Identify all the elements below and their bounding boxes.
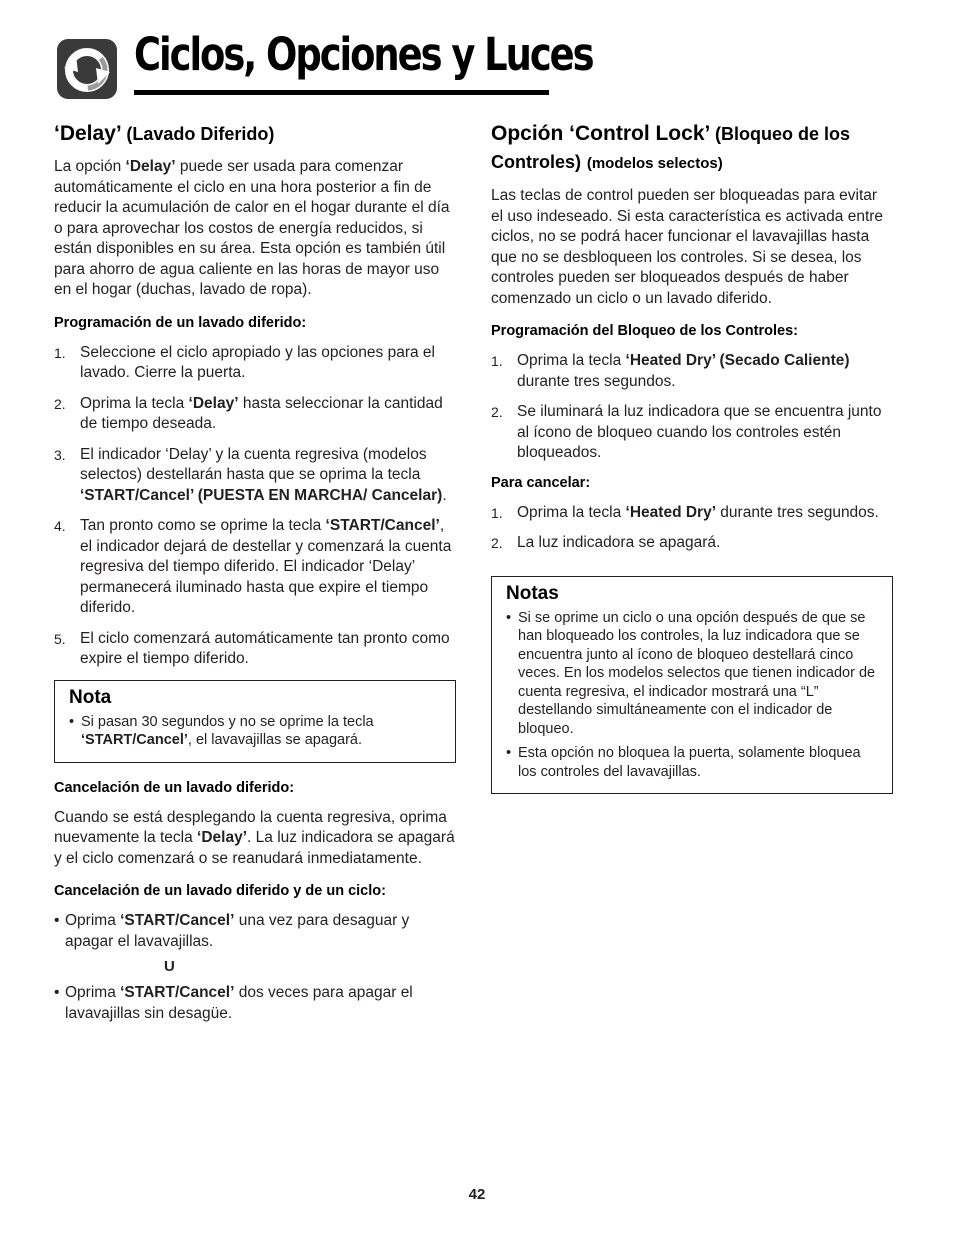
page-title: Ciclos, Opciones y Luces <box>134 28 593 81</box>
list-item: 2. Oprima la tecla ‘Delay’ hasta seleccionar la cantidad de tiempo deseada. <box>54 394 443 432</box>
or-separator: U <box>164 958 175 975</box>
cancel-delay-text: Cuando se está desplegando la cuenta regresiva, oprima nuevamente la tecla ‘Delay’. La luz indicadora se apagará y el ciclo comenzará o se reanudará inmediatamente. <box>54 808 455 867</box>
list-item: • Oprima ‘START/Cancel’ dos veces para apagar el lavavajillas sin desagüe. <box>54 984 413 1022</box>
list-item: 1. Oprima la tecla ‘Heated Dry’ (Secado Caliente) durante tres segundos. <box>491 352 850 390</box>
lock-cancel-heading: Para cancelar: <box>491 474 591 491</box>
cancel-cycle-heading: Cancelación de un lavado diferido y de un ciclo: <box>54 883 386 899</box>
note-item: • Si pasan 30 segundos y no se oprime la tecla ‘START/Cancel’, el lavavajillas se apagará. <box>69 713 374 748</box>
list-item: 4. Tan pronto como se oprime la tecla ‘START/Cancel’, el indicador dejará de destellar y comenzará la cuenta regresiva del tiempo diferido. El indicador ‘Delay’ permanecerá iluminado hasta que expire el tiempo diferido. <box>54 517 452 616</box>
list-item: 1. Seleccione el ciclo apropiado y las opciones para el lavado. Cierre la puerta. <box>54 343 435 381</box>
lock-cancel-list <box>491 503 893 554</box>
note-item: • Esta opción no bloquea la puerta, solamente bloquea los controles del lavavajillas. <box>506 745 861 780</box>
list-item: 2. La luz indicadora se apagará. <box>491 534 721 551</box>
left-column <box>54 120 456 1030</box>
right-column <box>491 120 893 810</box>
list-item: 5. El ciclo comenzará automáticamente tan pronto como expire el tiempo diferido. <box>54 629 450 667</box>
lock-steps-list <box>491 351 893 464</box>
page-number: 42 <box>468 1186 486 1203</box>
cancel-delay-heading: Cancelación de un lavado diferido: <box>54 779 295 796</box>
delay-programming-heading: Programación de un lavado diferido: <box>54 314 307 331</box>
delay-heading: ‘Delay’ (Lavado Diferido) <box>54 122 275 145</box>
list-item: 1. Oprima la tecla ‘Heated Dry’ durante tres segundos. <box>491 503 879 521</box>
delay-steps-list <box>54 343 456 670</box>
note-item: • Si se oprime un ciclo o una opción después de que se han bloqueado los controles, la luz indicadora que se encuentra junto al ícono de bloqueo destellará cinco veces. En los modelos selectos que tienen indicador de cuenta regresiva, el indicador mostrará una “L” destellando simultáneamente con el indicador de bloqueo. <box>506 609 876 737</box>
lock-programming-heading: Programación del Bloqueo de los Controles: <box>491 323 798 339</box>
cycle-arrows-icon <box>56 38 118 100</box>
control-lock-heading: Opción ‘Control Lock’ (Bloqueo de los Controles) (modelos selectos) <box>491 122 851 172</box>
list-item: 2. Se iluminará la luz indicadora que se encuentra junto al ícono de bloqueo cuando los controles estén bloqueados. <box>491 403 882 461</box>
notes-title: Notas <box>506 582 559 604</box>
notes-box <box>491 576 893 795</box>
list-item: 3. El indicador ‘Delay’ y la cuenta regresiva (modelos selectos) destellarán hasta que se oprima la tecla ‘START/Cancel’ (PUESTA EN MARCHA/ Cancelar). <box>54 445 447 504</box>
list-item: • Oprima ‘START/Cancel’ una vez para desaguar y apagar el lavavajillas. <box>54 912 410 950</box>
delay-intro: La opción ‘Delay’ puede ser usada para comenzar automáticamente el ciclo en una hora posterior a fin de reducir la acumulación de calor en el hogar durante el día o para aprovechar los costos de energía reducidos, si están disponibles en su área. Esta opción es también útil para ahorro de agua caliente en las horas de mayor uso en el hogar (duchas, lavado de ropa). <box>54 158 450 298</box>
control-lock-intro: Las teclas de control pueden ser bloqueadas para evitar el uso indeseado. Si esta característica es activada entre ciclos, no se podrá hacer funcionar el lavavajillas hasta que no se desbloqueen los controles. Si se desea, los controles pueden ser bloqueados después de haber comenzado un ciclo o un lavado diferido. <box>491 187 884 307</box>
note-title: Nota <box>69 686 112 708</box>
title-underline <box>134 90 549 95</box>
note-box <box>54 680 456 763</box>
